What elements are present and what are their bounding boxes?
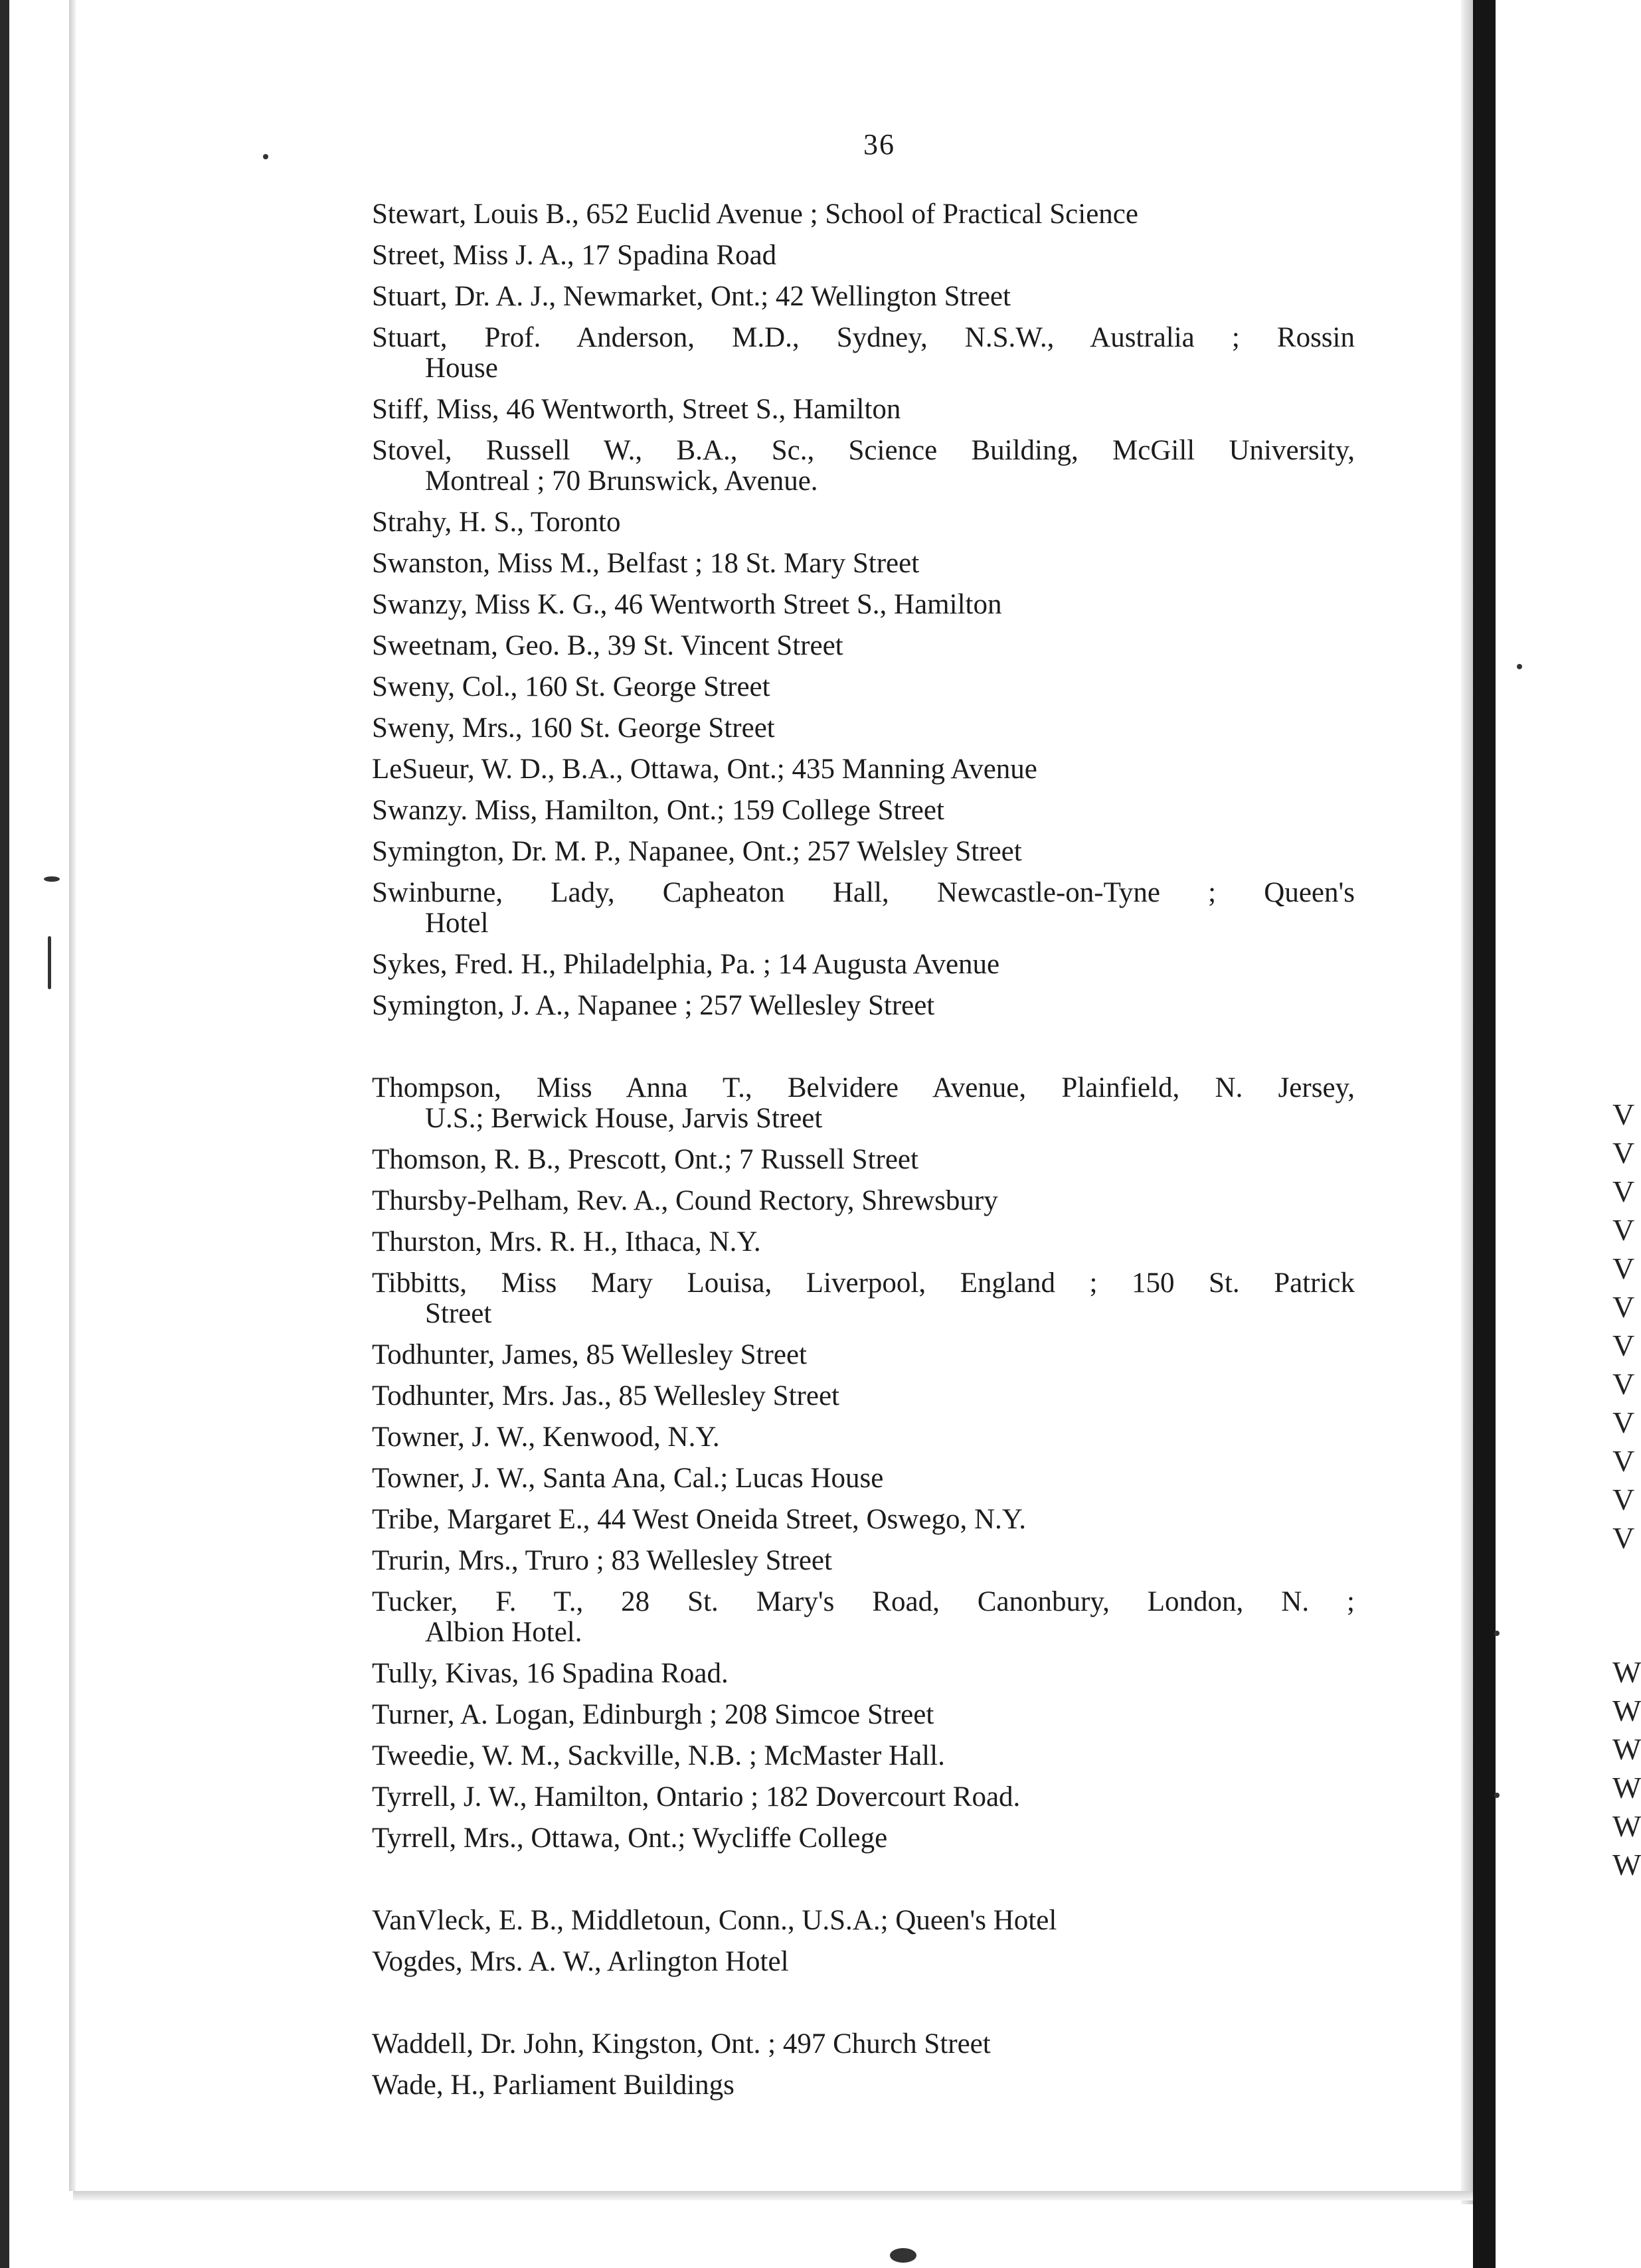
directory-entry [372, 1587, 1368, 1648]
directory-entry [372, 199, 1368, 230]
directory-entry [372, 1741, 1368, 1771]
entry-line: Thursby-Pelham, Rev. A., Cound Rectory, Shrewsbury [372, 1185, 998, 1216]
entry-line: Tweedie, W. M., Sackville, N.B. ; McMaster Hall. [372, 1740, 945, 1771]
facing-page-letter: V [1612, 1252, 1635, 1285]
section-gap [372, 1032, 1368, 1073]
entry-continuation: Street [425, 1298, 492, 1329]
facing-page-letter: W [1612, 1809, 1641, 1843]
entry-line: Stuart, Dr. A. J., Newmarket, Ont.; 42 Wellington Street [372, 281, 1011, 312]
facing-page-letter: V [1612, 1097, 1635, 1131]
entry-continuation: Albion Hotel. [425, 1617, 582, 1648]
entry-line: Tyrrell, Mrs., Ottawa, Ont.; Wycliffe College [372, 1822, 888, 1854]
directory-entry [372, 713, 1368, 744]
facing-page-letter: V [1612, 1213, 1635, 1247]
facing-page-letter: V [1612, 1521, 1635, 1555]
directory-entry [372, 1073, 1368, 1134]
entry-line: Sweny, Mrs., 160 St. George Street [372, 712, 775, 744]
entry-line: Strahy, H. S., Toronto [372, 507, 621, 538]
facing-page-letter: W [1612, 1848, 1641, 1882]
directory-entry [372, 1268, 1368, 1329]
directory-entry [372, 507, 1368, 538]
page-edge-right [1461, 0, 1473, 2204]
directory-entry [372, 1782, 1368, 1813]
directory-entry [372, 1659, 1368, 1689]
entry-continuation: Hotel [425, 908, 489, 939]
scanner-edge-left [0, 0, 9, 2268]
section-gap [372, 1988, 1368, 2029]
entry-line: Symington, J. A., Napanee ; 257 Wellesley Street [372, 990, 935, 1021]
directory-entry [372, 1145, 1368, 1175]
facing-page-letter: V [1612, 1444, 1635, 1478]
directory-entry [372, 837, 1368, 867]
entry-line: Sykes, Fred. H., Philadelphia, Pa. ; 14 Augusta Avenue [372, 949, 1000, 980]
directory-entry [372, 590, 1368, 620]
entry-line: Thomson, R. B., Prescott, Ont.; 7 Russell Street [372, 1144, 918, 1175]
directory-entry [372, 1504, 1368, 1535]
entry-line: Swinburne, Lady, Capheaton Hall, Newcastle-on-Tyne ; Queen's [372, 877, 1355, 908]
directory-entry [372, 1947, 1368, 1977]
facing-page-letter: W [1612, 1655, 1641, 1689]
facing-page-fragments-upper [1612, 1095, 1634, 1558]
directory-entry [372, 1700, 1368, 1730]
entry-line: Wade, H., Parliament Buildings [372, 2069, 734, 2101]
scan-mark [48, 936, 51, 989]
book-gutter [1473, 0, 1496, 2268]
directory-entry [372, 991, 1368, 1021]
facing-page-fragments-lower [1612, 1653, 1641, 1884]
entry-line: Sweny, Col., 160 St. George Street [372, 671, 770, 702]
entry-line: Vogdes, Mrs. A. W., Arlington Hotel [372, 1946, 789, 1977]
entry-line: Tucker, F. T., 28 St. Mary's Road, Canonbury, London, N. ; [372, 1586, 1355, 1617]
page-number: 36 [863, 128, 895, 161]
facing-page-letter: W [1612, 1771, 1641, 1805]
entry-line: Stiff, Miss, 46 Wentworth, Street S., Hamilton [372, 394, 901, 425]
entry-line: Tully, Kivas, 16 Spadina Road. [372, 1658, 729, 1689]
directory-entry [372, 631, 1368, 661]
directory-entry [372, 795, 1368, 826]
directory-entry [372, 1546, 1368, 1576]
entry-line: Stewart, Louis B., 652 Euclid Avenue ; School of Practical Science [372, 199, 1138, 230]
facing-page-letter: V [1612, 1136, 1635, 1170]
page-edge-left [69, 0, 76, 2191]
scan-speck [1517, 664, 1522, 669]
page-edge-bottom [73, 2191, 1474, 2200]
scan-speck [263, 154, 268, 159]
entry-line: Swanston, Miss M., Belfast ; 18 St. Mary Street [372, 548, 920, 579]
directory-entry [372, 949, 1368, 980]
entry-line: Thurston, Mrs. R. H., Ithaca, N.Y. [372, 1226, 761, 1257]
entry-line: Turner, A. Logan, Edinburgh ; 208 Simcoe Street [372, 1699, 934, 1730]
entry-line: Swanzy, Miss K. G., 46 Wentworth Street S., Hamilton [372, 589, 1002, 620]
entry-line: Street, Miss J. A., 17 Spadina Road [372, 240, 777, 271]
facing-page-letter: V [1612, 1483, 1635, 1516]
directory-entry [372, 436, 1368, 497]
entry-line: Trurin, Mrs., Truro ; 83 Wellesley Street [372, 1545, 832, 1576]
directory-entry [372, 282, 1368, 312]
entry-continuation: U.S.; Berwick House, Jarvis Street [425, 1103, 823, 1134]
entry-line: Towner, J. W., Santa Ana, Cal.; Lucas House [372, 1463, 884, 1494]
entry-line: Tyrrell, J. W., Hamilton, Ontario ; 182 Dovercourt Road. [372, 1781, 1021, 1813]
directory-entry [372, 754, 1368, 785]
directory-list [372, 199, 1368, 2111]
entry-line: Thompson, Miss Anna T., Belvidere Avenue, Plainfield, N. Jersey, [372, 1072, 1355, 1103]
directory-entry [372, 1905, 1368, 1936]
directory-entry [372, 1227, 1368, 1257]
directory-entry [372, 2029, 1368, 2060]
entry-line: Symington, Dr. M. P., Napanee, Ont.; 257 Welsley Street [372, 836, 1022, 867]
entry-line: Todhunter, Mrs. Jas., 85 Wellesley Street [372, 1380, 839, 1412]
entry-line: Tibbitts, Miss Mary Louisa, Liverpool, England ; 150 St. Patrick [372, 1267, 1355, 1299]
directory-entry [372, 1823, 1368, 1854]
scan-speck [1494, 1793, 1500, 1798]
directory-entry [372, 323, 1368, 384]
directory-entry [372, 1463, 1368, 1494]
entry-line: Waddell, Dr. John, Kingston, Ont. ; 497 Church Street [372, 2028, 991, 2060]
entry-line: Swanzy. Miss, Hamilton, Ont.; 159 College Street [372, 795, 944, 826]
directory-entry [372, 878, 1368, 939]
directory-entry [372, 548, 1368, 579]
entry-line: Stuart, Prof. Anderson, M.D., Sydney, N.S.W., Australia ; Rossin [372, 322, 1355, 353]
facing-page-letter: V [1612, 1174, 1635, 1208]
entry-line: Sweetnam, Geo. B., 39 St. Vincent Street [372, 630, 843, 661]
facing-page-letter: V [1612, 1367, 1635, 1401]
entry-line: Tribe, Margaret E., 44 West Oneida Street, Oswego, N.Y. [372, 1504, 1027, 1535]
directory-entry [372, 672, 1368, 702]
entry-line: Towner, J. W., Kenwood, N.Y. [372, 1421, 720, 1453]
directory-entry [372, 240, 1368, 271]
entry-line: VanVleck, E. B., Middletoun, Conn., U.S.A.; Queen's Hotel [372, 1905, 1057, 1936]
entry-line: Stovel, Russell W., B.A., Sc., Science Building, McGill University, [372, 435, 1355, 466]
entry-line: Todhunter, James, 85 Wellesley Street [372, 1339, 807, 1370]
scan-speck [44, 876, 60, 882]
directory-entry [372, 1381, 1368, 1412]
facing-page-letter: V [1612, 1329, 1635, 1362]
directory-entry [372, 394, 1368, 425]
directory-entry [372, 2070, 1368, 2101]
directory-entry [372, 1340, 1368, 1370]
facing-page-letter: V [1612, 1290, 1635, 1324]
directory-entry [372, 1422, 1368, 1453]
scan-speck [1494, 1631, 1500, 1636]
facing-page-letter: W [1612, 1732, 1641, 1766]
directory-entry [372, 1186, 1368, 1216]
facing-page-letter: V [1612, 1406, 1635, 1439]
entry-continuation: House [425, 353, 498, 384]
entry-line: LeSueur, W. D., B.A., Ottawa, Ont.; 435 Manning Avenue [372, 754, 1037, 785]
scan-speck [890, 2248, 916, 2263]
facing-page-letter: W [1612, 1694, 1641, 1728]
entry-continuation: Montreal ; 70 Brunswick, Avenue. [425, 465, 818, 497]
section-gap [372, 1864, 1368, 1905]
